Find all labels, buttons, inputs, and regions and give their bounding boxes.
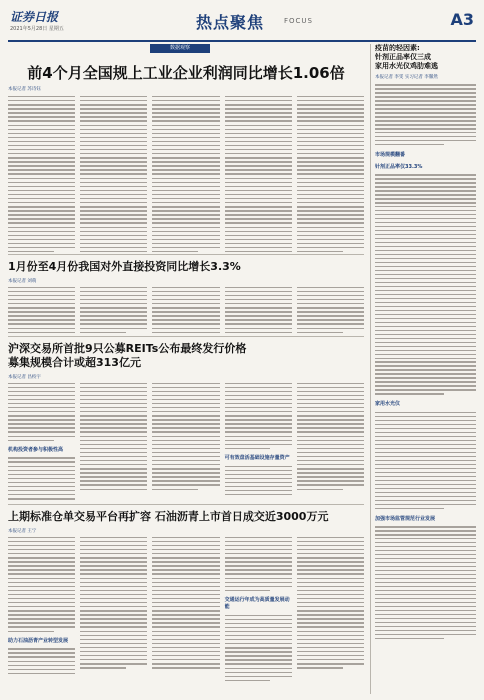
- asphalt-subhead-2: 交通运行年成为高质量发展动能: [224, 596, 290, 610]
- sidebar-subhead-1: 市场规模翻番: [375, 152, 406, 159]
- masthead: [8, 6, 476, 42]
- reits-body: [8, 383, 364, 500]
- reits-headline-line2: 募集规模合计或超313亿元: [8, 355, 141, 369]
- section-subtitle: FOCUS: [284, 17, 313, 25]
- sidebar-title-line3: 家用水光仪鸡肋难逃: [375, 62, 438, 71]
- section-title: 热点聚焦: [196, 13, 265, 32]
- page-number: A3: [450, 10, 474, 29]
- reits-headline-line1: 沪深交易所首批9只公募REITs公布最终发行价格: [8, 342, 247, 355]
- lead-kicker: 数据观察: [150, 44, 210, 53]
- reits-article: [8, 342, 364, 500]
- investment-headline: 1月份至4月份我国对外直接投资同比增长3.3%: [8, 260, 241, 273]
- divider: [8, 336, 364, 337]
- sidebar-body: [375, 84, 476, 639]
- divider: [8, 254, 364, 255]
- lead-article: [8, 86, 364, 252]
- reits-subhead-1: 机构投资者参与积极性高: [8, 446, 64, 453]
- investment-byline: 本报记者 刘萌: [8, 278, 37, 284]
- lead-byline: 本报记者 苏诗钰: [8, 87, 41, 92]
- asphalt-body: [8, 537, 364, 681]
- sidebar-subhead-4: 加强市场监管规范行业发展: [375, 515, 436, 522]
- reits-subhead-2: 可有效盘活基础设施存量资产: [224, 454, 290, 461]
- main-content: [8, 44, 364, 694]
- paper-name: 证券日报: [10, 10, 59, 24]
- asphalt-byline: 本报记者 王宁: [8, 528, 37, 534]
- sidebar-byline: 本报记者 李雯 实习记者 李馨然: [375, 75, 438, 81]
- divider: [8, 504, 364, 505]
- sidebar-article: [370, 44, 476, 694]
- asphalt-article: [8, 510, 364, 681]
- sidebar-subhead-3: 家用水光仪: [375, 401, 401, 408]
- reits-byline: 本报记者 昌校宇: [8, 374, 41, 380]
- lead-headline: 前4个月全国规上工业企业利润同比增长1.06倍: [27, 64, 345, 82]
- issue-date: 2021年5月28日 星期五: [10, 26, 64, 32]
- asphalt-headline: 上期标准仓单交易平台再扩容 石油沥青上市首日成交近3000万元: [8, 510, 329, 523]
- sidebar-title-line1: 疫苗的轻因素:: [375, 44, 420, 52]
- sidebar-subhead-2: 针剂正品率仅33.3%: [375, 163, 423, 170]
- lead-body: [8, 96, 364, 252]
- asphalt-subhead-1: 助力石油沥青产业转型发展: [8, 637, 69, 644]
- investment-body: [8, 287, 364, 333]
- investment-article: [8, 260, 364, 333]
- sidebar-title-line2: 针剂正品率仅三成: [375, 53, 431, 62]
